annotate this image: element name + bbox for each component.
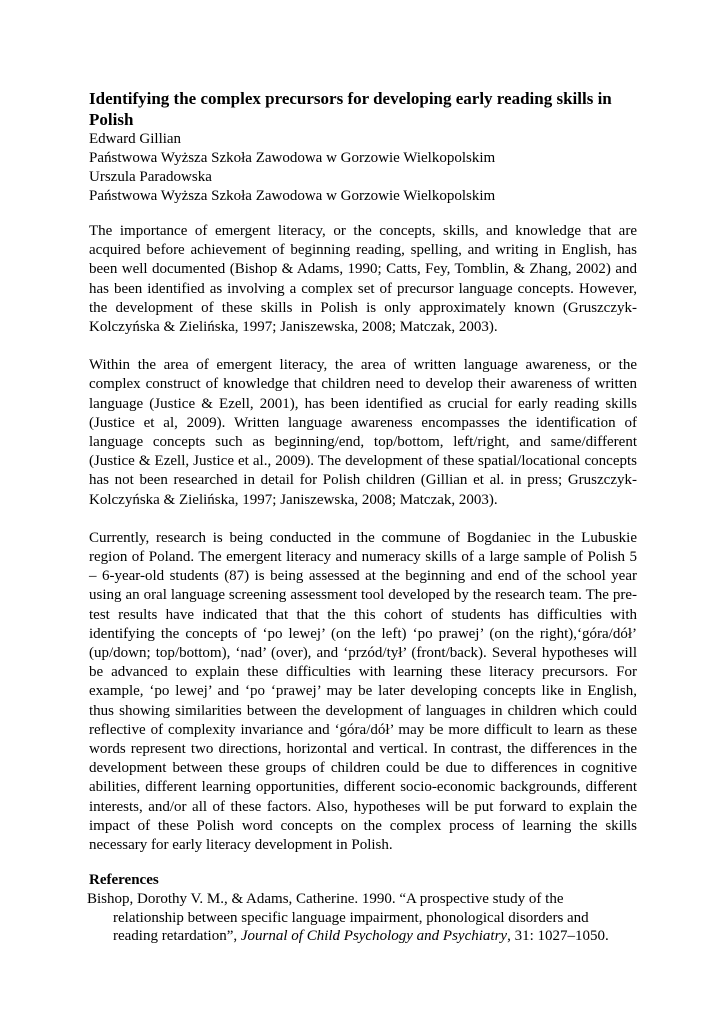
reference-entry bbox=[87, 890, 637, 946]
body-paragraph: The importance of emergent literacy, or the concepts, skills, and knowledge that are acquired before achievement of beginning reading, spelling, and writing in English, has been well documented (Bishop & Adams, 1990; Catts, Fey, Tomblin, & Zhang, 2002) and has been identified as involving a complex set of precursor language concepts. However, the development of these skills in Polish is only approximately known (Gruszczyk-Kolczyńska & Zielińska, 1997; Janiszewska, 2008; Matczak, 2003). bbox=[89, 223, 637, 336]
body-paragraph: Currently, research is being conducted in the commune of Bogdaniec in the Lubuskie region of Poland. The emergent literacy and numeracy skills of a large sample of Polish 5 – 6-year-old students (87) is being assessed at the beginning and end of the school year using an oral language screening assessment tool developed by the research team. The pre-test results have indicated that that the this cohort of students has difficulties with identifying the concepts of ‘po lewej’ (on the left) ‘po prawej’ (on the right),‘góra/dół’ (up/down; top/bottom), ‘nad’ (over), and ‘przód/tył’ (front/back). Several hypotheses will be advanced to explain these difficulties with learning these literacy precursors. For example, ‘po lewej’ and ‘po ‘prawej’ may be later developing concepts like in English, thus showing similarities between the development of languages in children which could reflective of complexity invariance and ‘góra/dół’ may be more difficult to learn as these words represent two directions, horizontal and vertical. In contrast, the differences in the development between these groups of children could be due to differences in cognitive abilities, different learning opportunities, different socio-economic backgrounds, different interests, and/or all of these factors. Also, hypotheses will be put forward to explain the impact of these Polish word concepts on the complex process of learning the skills necessary for early literacy development in Polish. bbox=[89, 529, 637, 854]
author-block bbox=[89, 130, 637, 206]
references-heading: References bbox=[89, 872, 159, 889]
paper-page bbox=[89, 88, 637, 946]
reference-journal: Journal of Child Psychology and Psychiatry bbox=[240, 928, 508, 945]
paper-title: Identifying the complex precursors for developing early reading skills in Polish bbox=[89, 89, 612, 129]
reference-pages: , 31: 1027–1050. bbox=[507, 928, 609, 945]
body-paragraph: Within the area of emergent literacy, the area of written language awareness, or the complex construct of knowledge that children need to develop their awareness of written language (Justice & Ezell, 2001), has been identified as crucial for early reading skills (Justice et al, 2009). Written language awareness encompasses the identification of language concepts such as beginning/end, top/bottom, left/right, and same/different (Justice & Ezell, Justice et al., 2009). The development of these spatial/locational concepts has not been researched in detail for Polish children (Gillian et al. in press; Gruszczyk-Kolczyńska & Zielińska, 1997; Janiszewska, 2008; Matczak, 2003). bbox=[89, 357, 637, 508]
author-name: Edward Gillian bbox=[89, 131, 182, 147]
author-name: Urszula Paradowska bbox=[89, 169, 212, 185]
reference-text: Bishop, Dorothy V. M., & Adams, Catherine. 1990. “A prospective study of the relationship between specific language impairment, phonological disorders and reading retardation”, bbox=[87, 891, 589, 945]
author-affiliation: Państwowa Wyższa Szkoła Zawodowa w Gorzowie Wielkopolskim bbox=[89, 188, 496, 204]
author-affiliation: Państwowa Wyższa Szkoła Zawodowa w Gorzowie Wielkopolskim bbox=[89, 150, 496, 166]
